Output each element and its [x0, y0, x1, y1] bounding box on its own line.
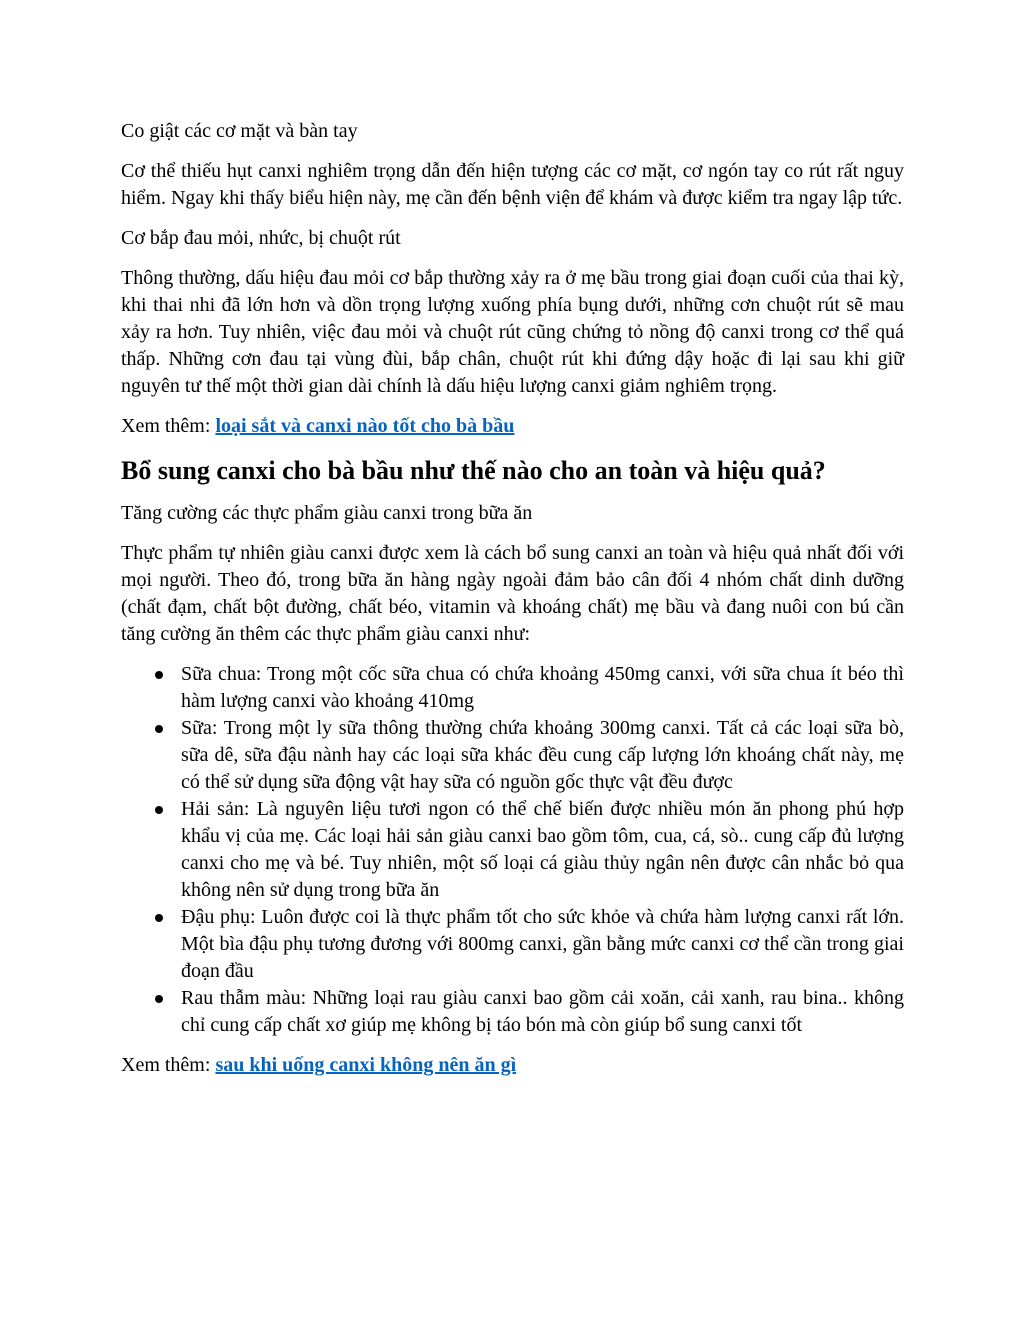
see-also-label: Xem thêm:	[121, 415, 216, 437]
list-item	[121, 661, 904, 715]
see-also-line-2	[121, 1052, 904, 1079]
calcium-foods-list	[121, 661, 904, 1039]
list-item-text: Hải sản: Là nguyên liệu tươi ngon có thể chế biến được nhiều món ăn phong phú hợp khẩu vị của mẹ. Các loại hải sản giàu canxi bao gồm tôm, cua, cá, sò.. cung cấp đủ lượng canxi cho mẹ và bé. Tuy nhiên, một số loại cá giàu thủy ngân nên được cân nhắc bỏ qua không nên sử dụng trong bữa ăn	[181, 798, 904, 901]
bullet-icon	[155, 914, 163, 922]
list-item	[121, 904, 904, 985]
list-item	[121, 715, 904, 796]
list-item-text: Sữa: Trong một ly sữa thông thường chứa khoảng 300mg canxi. Tất cả các loại sữa bò, sữa dê, sữa đậu nành hay các loại sữa khác đều cung cấp lượng lớn khoáng chất này, mẹ có thể sử dụng sữa động vật hay sữa có nguồn gốc thực vật đều được	[181, 717, 904, 793]
list-item-text: Sữa chua: Trong một cốc sữa chua có chứa khoảng 450mg canxi, với sữa chua ít béo thì hàm lượng canxi vào khoảng 410mg	[181, 663, 904, 712]
list-item	[121, 796, 904, 904]
see-also-link-iron-calcium[interactable]: loại sắt và canxi nào tốt cho bà bầu	[215, 415, 515, 437]
paragraph-muscle-cramps: Thông thường, dấu hiệu đau mỏi cơ bắp thường xảy ra ở mẹ bầu trong giai đoạn cuối của thai kỳ, khi thai nhi đã lớn hơn và dồn trọng lượng xuống phía bụng dưới, những cơn chuột rút sẽ mau xảy ra hơn. Tuy nhiên, việc đau mỏi và chuột rút cũng chứng tỏ nồng độ canxi trong cơ thể quá thấp. Những cơn đau tại vùng đùi, bắp chân, chuột rút khi đứng dậy hoặc đi lại sau khi giữ nguyên tư thế một thời gian dài chính là dấu hiệu lượng canxi giảm nghiêm trọng.	[121, 267, 904, 397]
list-item-text: Đậu phụ: Luôn được coi là thực phẩm tốt cho sức khỏe và chứa hàm lượng canxi rất lớn. Một bìa đậu phụ tương đương với 800mg canxi, gần bằng mức canxi cơ thể cần trong giai đoạn đầu	[181, 906, 904, 982]
subheading-facial-spasms: Co giật các cơ mặt và bàn tay	[121, 120, 358, 142]
see-also-line	[121, 413, 904, 440]
section-heading: Bổ sung canxi cho bà bầu như thế nào cho an toàn và hiệu quả?	[121, 456, 826, 485]
list-item-text: Rau thẫm màu: Những loại rau giàu canxi bao gồm cải xoăn, cải xanh, rau bina.. không chỉ cung cấp chất xơ giúp mẹ không bị táo bón mà còn giúp bổ sung canxi tốt	[181, 987, 904, 1036]
subheading-calcium-foods: Tăng cường các thực phẩm giàu canxi trong bữa ăn	[121, 502, 533, 524]
paragraph-facial-spasms: Cơ thể thiếu hụt canxi nghiêm trọng dẫn đến hiện tượng các cơ mặt, cơ ngón tay co rút rất nguy hiểm. Ngay khi thấy biểu hiện này, mẹ cần đến bệnh viện để khám và được kiểm tra ngay lập tức.	[121, 160, 904, 209]
see-also-label: Xem thêm:	[121, 1054, 216, 1076]
document-page	[121, 118, 904, 1093]
bullet-icon	[155, 671, 163, 679]
subheading-muscle-cramps: Cơ bắp đau mỏi, nhức, bị chuột rút	[121, 227, 401, 249]
list-item	[121, 985, 904, 1039]
bullet-icon	[155, 725, 163, 733]
bullet-icon	[155, 806, 163, 814]
bullet-icon	[155, 995, 163, 1003]
paragraph-calcium-intro: Thực phẩm tự nhiên giàu canxi được xem là cách bổ sung canxi an toàn và hiệu quả nhất đối với mọi người. Theo đó, trong bữa ăn hàng ngày ngoài đảm bảo cân đối 4 nhóm chất dinh dưỡng (chất đạm, chất bột đường, chất béo, vitamin và khoáng chất) mẹ bầu và đang nuôi con bú cần tăng cường ăn thêm các thực phẩm giàu canxi như:	[121, 542, 904, 645]
see-also-link-after-calcium[interactable]: sau khi uống canxi không nên ăn gì	[215, 1054, 517, 1076]
